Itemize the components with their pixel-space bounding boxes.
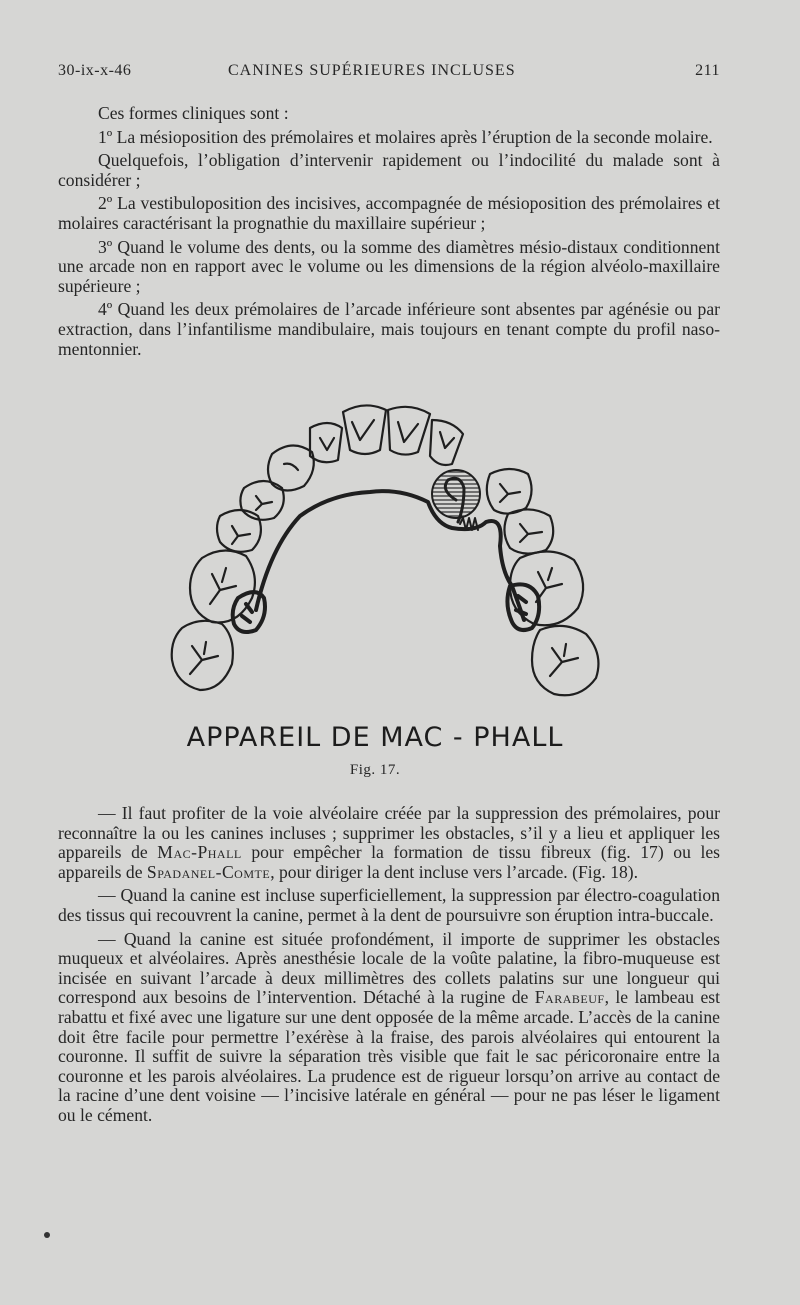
text-span: , pour diriger la dent incluse vers l’arcade. (Fig. 18). [270, 861, 639, 882]
paragraph-item-4: 4º Quand les deux prémolaires de l’arcade inférieure sont absentes par agénésie ou par extraction, dans l’infantilisme mandibulaire, mais toujours en tenant compte du profil naso-mentonnier. [58, 299, 720, 359]
tooth-first-molar-left [190, 550, 255, 622]
text-span: — Il faut profiter de la voie alvéolaire créée par la suppression des prémolaires, pour reconnaître la ou les canines incluses ; supprimer les obstacles, s’il y a lieu et appliquer les appareils de [58, 803, 720, 863]
figure-title: APPAREIL DE MAC - PHALL [186, 722, 564, 753]
paragraph-item-2: 2º La vestibuloposition des incisives, accompagnée de mésioposition des prémolaires et molaires caractérisant la prognathie du maxillaire supérieur ; [58, 193, 720, 233]
text-span: — Quand la canine est située profondément, il importe de supprimer les obstacles muqueux et alvéolaires. Après anesthésie locale de la voûte palatine, la fibro-muqueuse est incisée en suivant l’arcade à deux millimètres des collets palatins sur une longueur qui correspond aux besoins de l’intervention. Détaché à la rugine de [58, 928, 720, 1008]
paragraph-item-3: 3º Quand le volume des dents, ou la somme des diamètres mésio-distaux conditionnent une arcade non en rapport avec le volume ou les dimensions de la région alvéolo-maxillaire supérieure ; [58, 236, 720, 296]
top-text-block [58, 104, 720, 363]
author-name-farabeuf: Farabeuf [534, 987, 605, 1008]
header-title: CANINES SUPÉRIEURES INCLUSES [228, 62, 516, 79]
paragraph-note: Quelquefois, l’obligation d’intervenir rapidement ou l’indocilité du malade sont à considérer ; [58, 150, 720, 190]
tooth-premolar-left-2 [217, 510, 261, 552]
tooth-central-incisor-right [388, 407, 430, 455]
tooth-first-premolar-right [487, 469, 532, 514]
running-header [58, 62, 720, 86]
ink-spot [44, 1232, 50, 1238]
paragraph-deep [58, 930, 720, 1126]
figure-label: Fig. 17. [349, 762, 401, 778]
header-date-code: 30-ix-x-46 [58, 62, 132, 79]
dental-arch-illustration [160, 398, 610, 703]
paragraph-appliances [58, 804, 720, 882]
tooth-second-premolar-right [504, 509, 553, 553]
mac-phall-wire [256, 491, 524, 620]
paragraph-superficial: — Quand la canine est incluse superficiellement, la suppression par électro-coagulation des tissus qui recouvrent la canine, permet à la dent de poursuivre son éruption intra-buccale. [58, 885, 720, 925]
author-name-mac-phall: Mac-Phall [157, 842, 242, 863]
tooth-central-incisor-left [343, 405, 386, 454]
tooth-lateral-incisor-right [430, 420, 463, 465]
text-span: pour empêcher la formation de tissu fibreux (fig. 17) ou les appareils de [58, 842, 721, 882]
tooth-second-molar-left [172, 621, 233, 690]
bottom-text-block [58, 804, 720, 1130]
paragraph-intro: Ces formes cliniques sont : [98, 103, 289, 123]
text-span: , le lambeau est rabattu et fixé avec une ligature sur une dent opposée de la même arcade. L’accès de la canine doit être facile pour permettre l’exérèse à la fraise, des parois alvéolaires qui entourent la couronne. Il suffit de suivre la séparation très visible que fait le sac péricoronaire entre la couronne et les parois alvéolaires. La prudence est de rigueur lorsqu’on arrive au contact de la racine d’une dent voisine — l’incisive latérale en général — pour ne pas léser le ligament ou le cément. [58, 987, 720, 1125]
author-name-spadanel-comte: Spadanel-Comte [146, 861, 271, 882]
paragraph-item-1: 1º La mésioposition des prémolaires et molaires après l’éruption de la seconde molaire. [98, 126, 713, 147]
page-number: 211 [695, 62, 720, 79]
tooth-lateral-incisor-left [310, 423, 342, 462]
